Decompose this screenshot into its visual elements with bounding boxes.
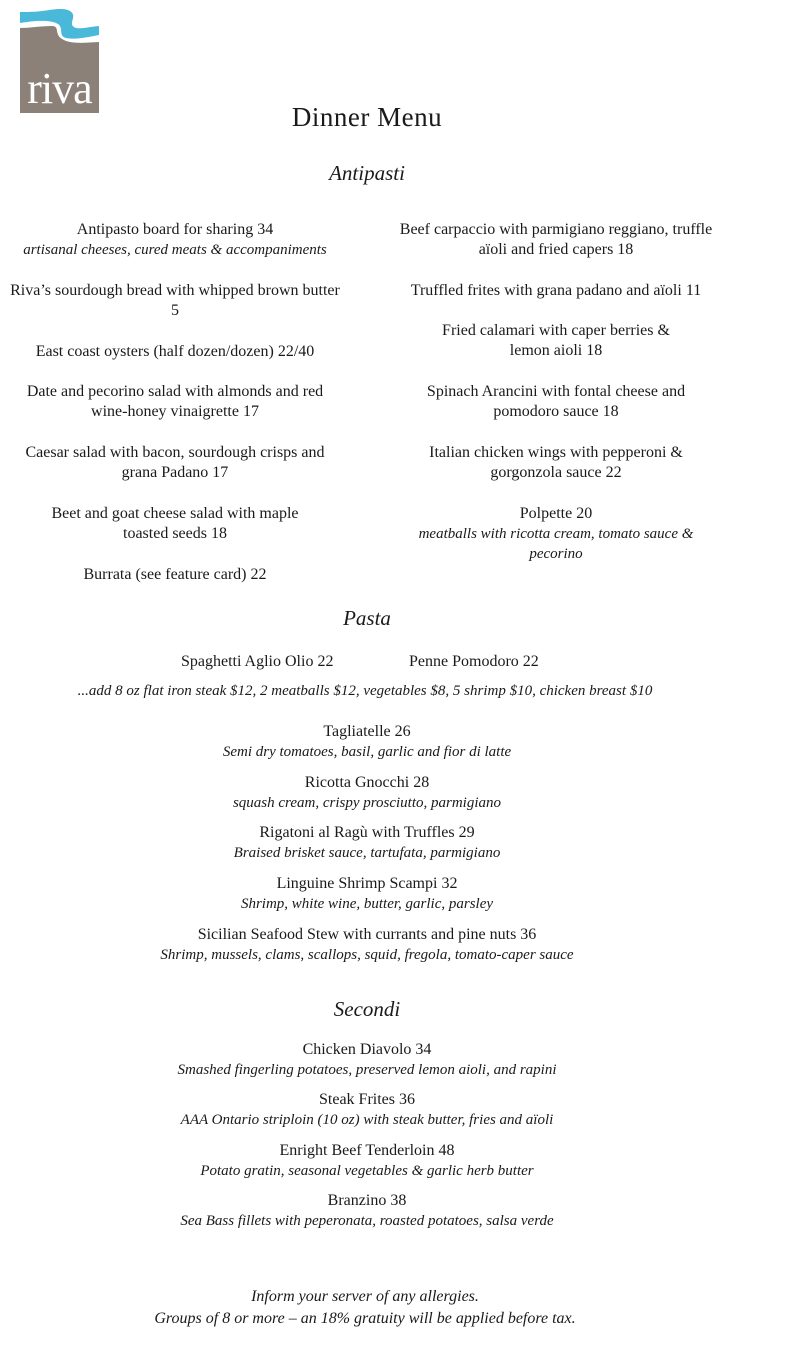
item-desc: Braised brisket sauce, tartufata, parmigiano (233, 845, 501, 861)
menu-item (0, 1141, 734, 1181)
item-name: Caesar salad with bacon, sourdough crisps and grana Padano 17 (25, 444, 325, 481)
item-name: Date and pecorino salad with almonds and red wine-honey vinaigrette 17 (26, 383, 324, 420)
item-name: Beet and goat cheese salad with maple toasted seeds 18 (51, 505, 299, 542)
menu-item (0, 220, 350, 260)
menu-item (0, 925, 734, 965)
menu-item (0, 1191, 734, 1231)
item-name: Truffled frites with grana padano and aïoli 11 (410, 282, 702, 299)
item-desc: AAA Ontario striploin (10 oz) with steak butter, fries and aïoli (180, 1112, 554, 1128)
item-name: Beef carpaccio with parmigiano reggiano, truffle aïoli and fried capers 18 (399, 221, 713, 258)
menu-item (0, 443, 350, 483)
menu-item (386, 321, 726, 361)
riva-logo (20, 6, 99, 113)
logo-text: riva (27, 64, 92, 113)
menu-item (386, 504, 726, 564)
item-name: Ricotta Gnocchi 28 (304, 774, 430, 791)
item-desc: squash cream, crispy prosciutto, parmigiano (232, 795, 502, 811)
item-desc: meatballs with ricotta cream, tomato sauce & pecorino (418, 526, 694, 562)
item-name: Tagliatelle 26 (323, 723, 411, 740)
menu-item (0, 1040, 734, 1080)
menu-item (386, 281, 726, 301)
footer-note (0, 1286, 730, 1330)
item-name: Fried calamari with caper berries & lemon aioli 18 (442, 322, 670, 359)
item-name: Antipasto board for sharing 34 (76, 221, 274, 238)
menu-item (386, 382, 726, 422)
item-desc: Shrimp, white wine, butter, garlic, parsley (240, 896, 494, 912)
item-name: Enright Beef Tenderloin 48 (279, 1142, 455, 1159)
item-name: Riva’s sourdough bread with whipped brown butter 5 (10, 282, 340, 319)
item-name: Chicken Diavolo 34 (302, 1041, 432, 1058)
item-name: Linguine Shrimp Scampi 32 (276, 875, 458, 892)
menu-item (0, 874, 734, 914)
item-name: Sicilian Seafood Stew with currants and pine nuts 36 (197, 926, 537, 943)
menu-item (0, 722, 734, 762)
menu-item (0, 281, 350, 321)
item-name: Steak Frites 36 (319, 1091, 415, 1108)
menu-item (386, 443, 726, 483)
item-desc: artisanal cheeses, cured meats & accompaniments (23, 242, 327, 258)
item-name: Rigatoni al Ragù with Truffles 29 (259, 824, 475, 841)
menu-item (0, 342, 350, 362)
pasta-addons-note: ...add 8 oz flat iron steak $12, 2 meatballs $12, vegetables $8, 5 shrimp $10, chicken breast $10 (77, 683, 653, 699)
item-name: Italian chicken wings with pepperoni & gorgonzola sauce 22 (429, 444, 683, 481)
menu-item (0, 1090, 734, 1130)
item-name: Burrata (see feature card) 22 (83, 566, 267, 583)
allergy-note: Inform your server of any allergies. (251, 1288, 479, 1305)
menu-item (0, 823, 734, 863)
item-desc: Potato gratin, seasonal vegetables & garlic herb butter (200, 1163, 534, 1179)
menu-item (0, 565, 350, 585)
item-desc: Smashed fingerling potatoes, preserved lemon aioli, and rapini (177, 1062, 557, 1078)
page-title: Dinner Menu (291, 102, 443, 132)
item-name: Branzino 38 (327, 1192, 407, 1209)
section-heading-antipasti: Antipasti (329, 161, 405, 185)
section-heading-pasta: Pasta (343, 606, 391, 630)
item-name: East coast oysters (half dozen/dozen) 22/40 (35, 343, 315, 360)
menu-item (0, 382, 350, 422)
item-name: Penne Pomodoro 22 (409, 653, 539, 670)
item-desc: Shrimp, mussels, clams, scallops, squid, fregola, tomato-caper sauce (160, 947, 574, 963)
item-name: Spinach Arancini with fontal cheese and pomodoro sauce 18 (426, 383, 686, 420)
menu-item (0, 773, 734, 813)
menu-item (386, 220, 726, 260)
gratuity-note: Groups of 8 or more – an 18% gratuity will be applied before tax. (154, 1310, 576, 1327)
item-name: Spaghetti Aglio Olio 22 (181, 653, 334, 670)
section-heading-secondi: Secondi (333, 997, 401, 1021)
item-desc: Semi dry tomatoes, basil, garlic and fior di latte (222, 744, 512, 760)
menu-item (0, 504, 350, 544)
item-name: Polpette 20 (519, 505, 593, 522)
item-desc: Sea Bass fillets with peperonata, roasted potatoes, salsa verde (180, 1213, 554, 1229)
